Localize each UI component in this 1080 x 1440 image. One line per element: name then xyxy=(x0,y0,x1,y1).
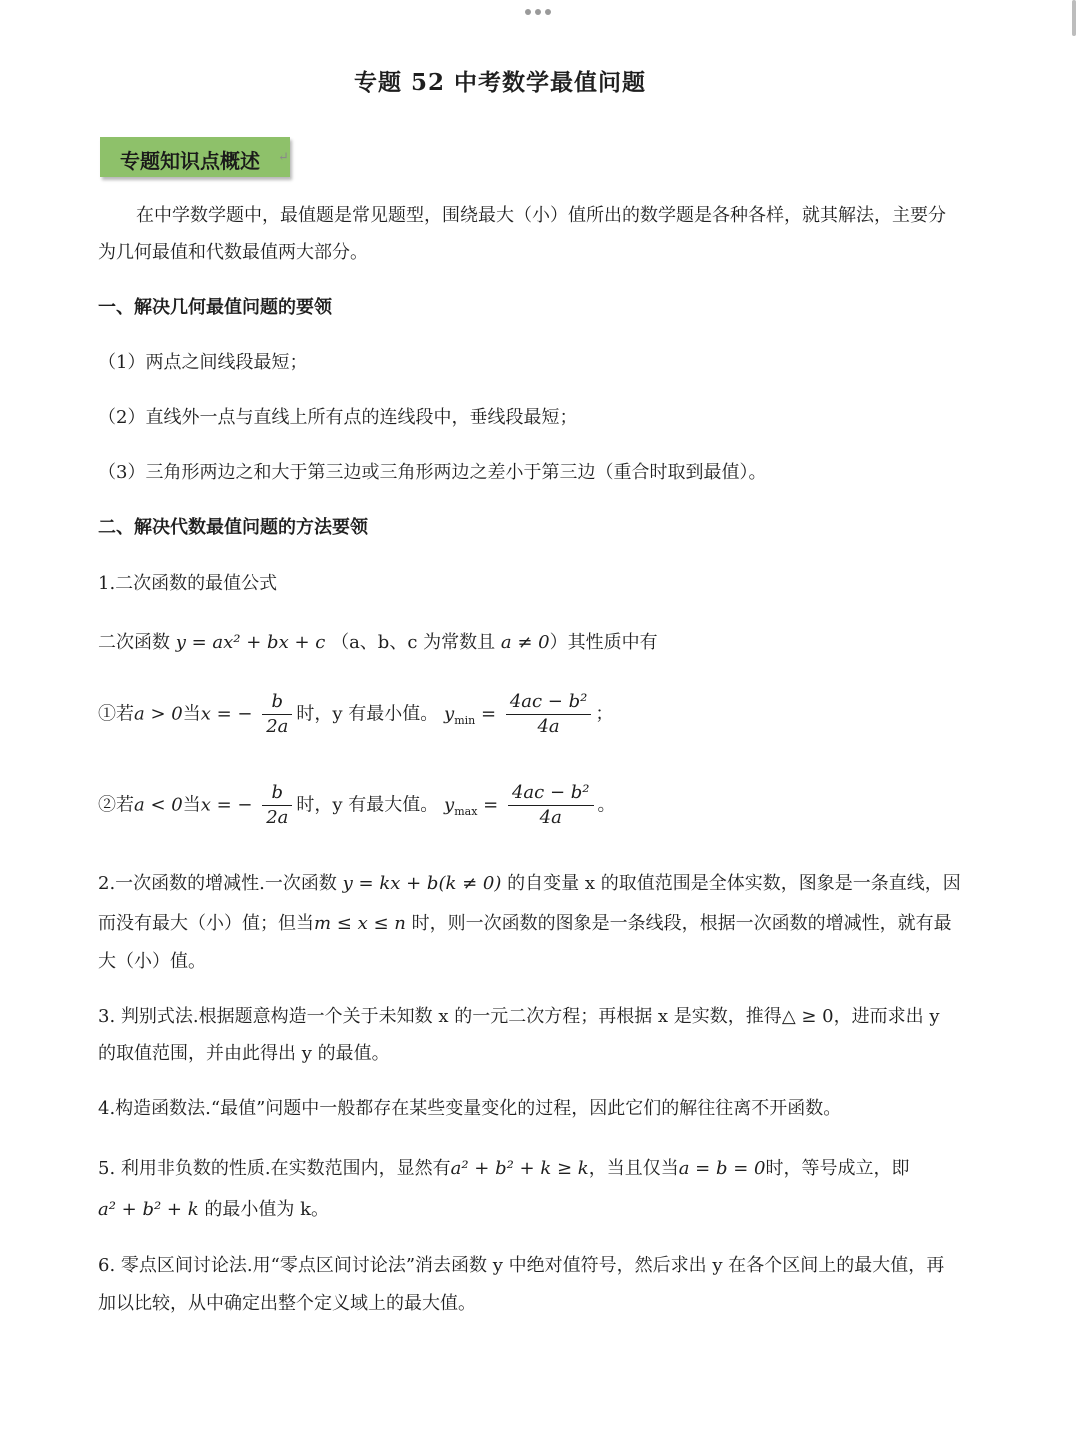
page-title: 专题 52 中考数学最值问题 xyxy=(353,69,647,96)
part1-item-1: （1）两点之间线段最短； xyxy=(98,352,308,373)
part1-item-3: （3）三角形两边之和大于第三边或三角形两边之差小于第三边（重合时取到最值）。 xyxy=(98,462,767,483)
item2-line-2: 而没有最大（小）值；但当m ≤ x ≤ n 时，则一次函数的图象是一条线段，根据一次函数的增减性，就有最 xyxy=(98,913,952,934)
more-options-icon[interactable] xyxy=(525,9,555,17)
fraction-max-value: $\frac{\text{4ac − b²}}{4a}$ xyxy=(508,784,594,827)
section-banner-label: 专题知识点概述 xyxy=(120,149,260,173)
scrollbar-thumb[interactable] xyxy=(1072,0,1076,36)
quadratic-definition: 二次函数 y = ax² + bx + c （a、b、c 为常数且 a ≠ 0）其性质中有 xyxy=(98,632,658,653)
section-banner xyxy=(100,137,290,177)
item3-line-2: 的取值范围，并由此得出 y 的最值。 xyxy=(98,1043,390,1064)
case-max: ②若a < 0当x = − $\frac{b}{2a}$ 时，y 有最大值。 $y_{max}$ = $\frac{\text{4ac − b²}}{4a}$ 。 xyxy=(98,782,616,828)
fraction-b-2a: $\frac{b}{2a}$ xyxy=(262,693,292,736)
fraction-b-2a: $\frac{b}{2a}$ xyxy=(262,784,292,827)
item3-line-1: 3. 判别式法.根据题意构造一个关于未知数 x 的一元二次方程；再根据 x 是实数，推得△ ≥ 0，进而求出 y xyxy=(98,1006,940,1027)
paragraph-mark-icon: ↵ xyxy=(278,150,289,165)
item5-line-1: 5. 利用非负数的性质.在实数范围内，显然有a² + b² + k ≥ k，当且仅当a = b = 0时，等号成立，即 xyxy=(98,1158,910,1179)
case-min: ①若a > 0当x = − $\frac{b}{2a}$ 时，y 有最小值。 $y_{min}$ = $\frac{\text{4ac − b²}}{4a}$ ； xyxy=(98,691,614,737)
item5-line-2: a² + b² + k 的最小值为 k。 xyxy=(98,1199,330,1220)
intro-line-2: 为几何最值和代数最值两大部分。 xyxy=(98,242,368,263)
intro-line-1: 在中学数学题中，最值题是常见题型，围绕最大（小）值所出的数学题是各种各样，就其解法，主要分 xyxy=(136,205,946,226)
part1-item-2: （2）直线外一点与直线上所有点的连线段中，垂线段最短； xyxy=(98,407,578,428)
item4: 4.构造函数法.“最值”问题中一般都存在某些变量变化的过程，因此它们的解往往离不开函数。 xyxy=(98,1098,842,1119)
quadratic-formula: y = ax² + bx + c xyxy=(175,632,326,653)
part1-heading: 一、解决几何最值问题的要领 xyxy=(98,297,332,318)
part2-heading: 二、解决代数最值问题的方法要领 xyxy=(98,517,368,538)
item6-line-2: 加以比较，从中确定出整个定义域上的最大值。 xyxy=(98,1293,476,1314)
item2-line-1: 2.一次函数的增减性.一次函数 y = kx + b(k ≠ 0) 的自变量 x 的取值范围是全体实数，图象是一条直线，因 xyxy=(98,873,961,894)
item6-line-1: 6. 零点区间讨论法.用“零点区间讨论法”消去函数 y 中绝对值符号，然后求出 y 在各个区间上的最大值，再 xyxy=(98,1255,945,1276)
part2-sub1: 1.二次函数的最值公式 xyxy=(98,573,278,594)
fraction-min-value: $\frac{\text{4ac − b²}}{4a}$ xyxy=(506,693,592,736)
item2-line-3: 大（小）值。 xyxy=(98,951,206,972)
